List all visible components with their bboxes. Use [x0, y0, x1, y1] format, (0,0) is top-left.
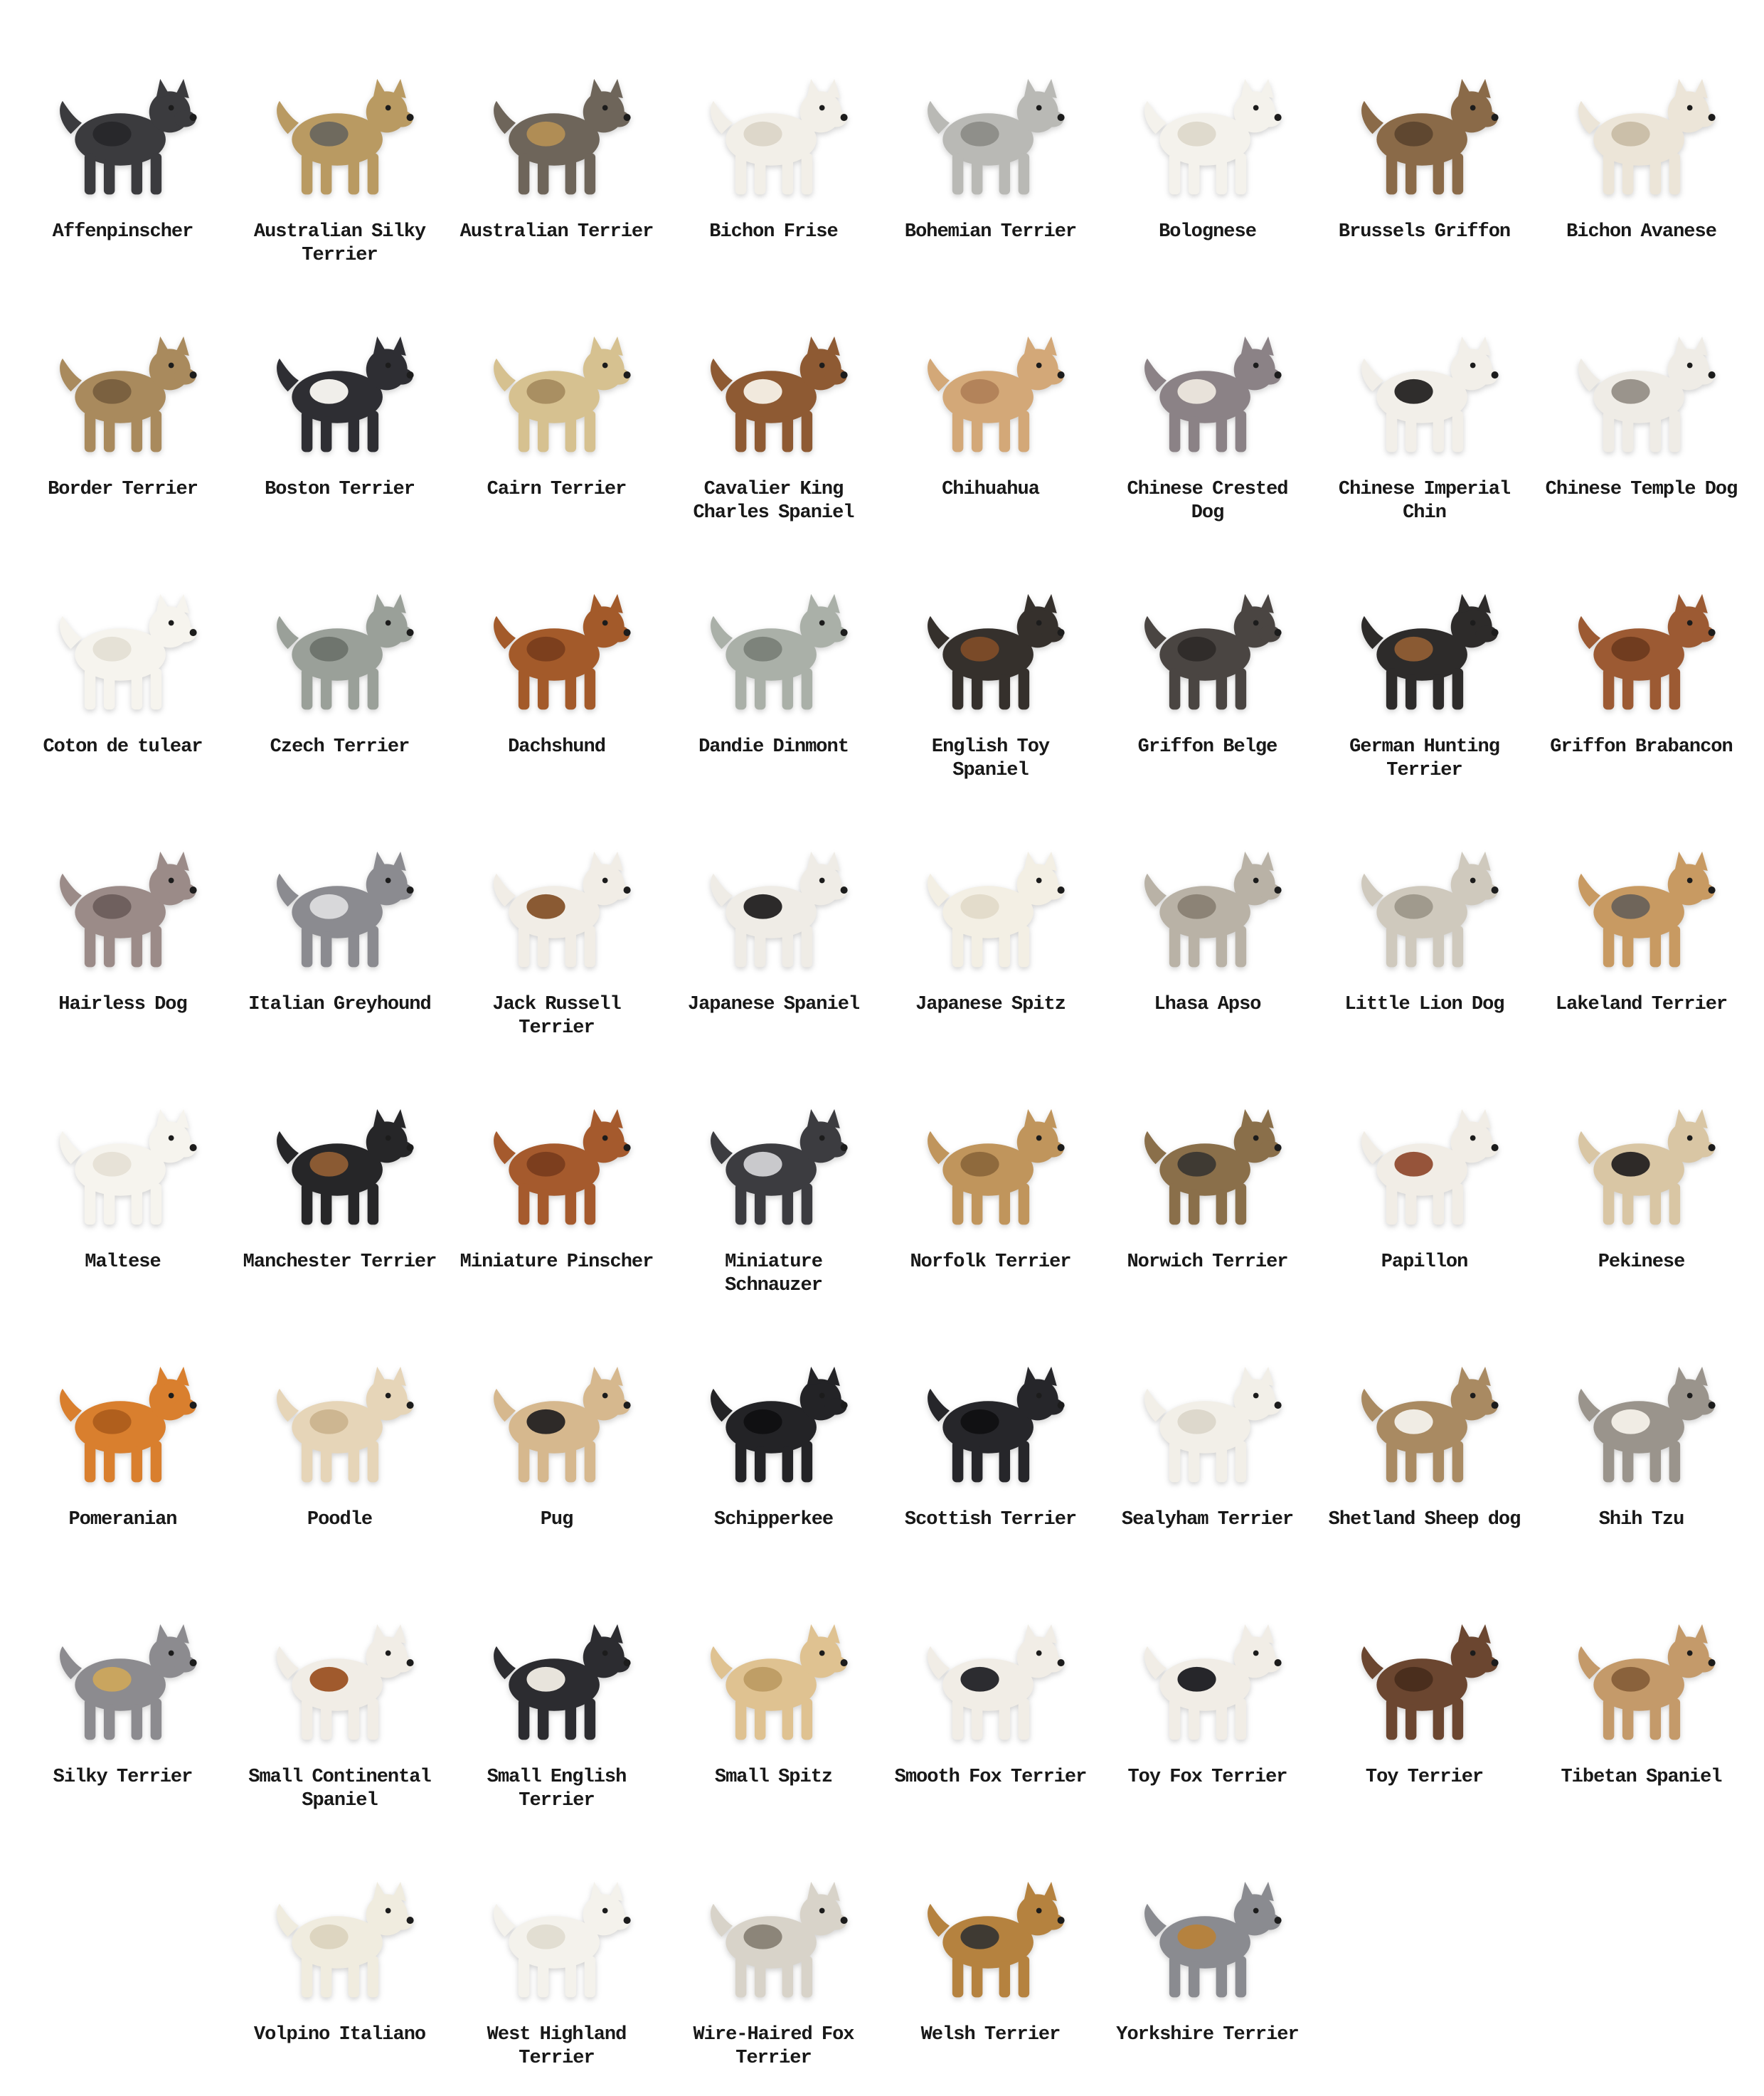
dog-silhouette-icon [474, 1617, 639, 1756]
dog-silhouette-icon [1342, 845, 1507, 983]
dog-photo [240, 546, 440, 726]
breed-cell [882, 797, 1099, 1054]
dog-silhouette-icon [908, 1617, 1073, 1756]
dog-silhouette-icon [1125, 72, 1290, 211]
dog-silhouette-icon [1559, 1617, 1724, 1756]
dog-silhouette-icon [257, 845, 423, 983]
breed-label: Tibetan Spaniel [1561, 1767, 1722, 1788]
breed-cell [231, 797, 448, 1054]
breed-label: Maltese [85, 1251, 161, 1273]
dog-silhouette-icon [1342, 1102, 1507, 1241]
breed-label: Silky Terrier [53, 1767, 193, 1788]
breed-label: Manchester Terrier [243, 1251, 437, 1273]
dog-silhouette-icon [257, 587, 423, 726]
breed-label: Norfolk Terrier [910, 1251, 1071, 1273]
dog-photo [1108, 1834, 1307, 2013]
breed-cell [1533, 282, 1750, 539]
breed-label: Small Continental Spaniel [248, 1767, 431, 1811]
breed-cell [882, 539, 1099, 797]
breed-label: Miniature Schnauzer [725, 1251, 822, 1296]
breed-cell [1316, 1570, 1533, 1827]
breed-row [14, 1312, 1750, 1570]
breed-label: Affenpinscher [52, 221, 193, 243]
breed-label: Shetland Sheep dog [1328, 1509, 1521, 1530]
dog-photo [891, 31, 1090, 211]
breed-cell [14, 1570, 231, 1827]
breed-cell [665, 24, 882, 282]
breed-cell [1099, 282, 1316, 539]
breed-cell [448, 1312, 665, 1570]
breed-label: Toy Terrier [1365, 1767, 1484, 1788]
dog-photo [891, 1577, 1090, 1756]
dog-photo [240, 804, 440, 983]
breed-label: Lhasa Apso [1154, 994, 1261, 1015]
dog-silhouette-icon [1559, 72, 1724, 211]
breed-cell [1316, 282, 1533, 539]
breed-label: Czech Terrier [270, 736, 410, 758]
dog-silhouette-icon [257, 329, 423, 468]
dog-silhouette-icon [691, 845, 856, 983]
breed-label: English Toy Spaniel [931, 736, 1050, 781]
breed-cell [1533, 539, 1750, 797]
breed-label: Pomeranian [68, 1509, 177, 1530]
dog-photo [891, 1319, 1090, 1498]
dog-silhouette-icon [908, 72, 1073, 211]
breed-label: Scottish Terrier [904, 1509, 1077, 1530]
dog-silhouette-icon [691, 587, 856, 726]
breed-cell [1533, 1054, 1750, 1312]
dog-photo [1108, 804, 1307, 983]
breed-cell [231, 539, 448, 797]
breed-label: Lakeland Terrier [1555, 994, 1728, 1015]
dog-photo [23, 1062, 223, 1241]
dog-silhouette-icon [908, 845, 1073, 983]
dog-silhouette-icon [257, 1617, 423, 1756]
dog-photo [23, 1319, 223, 1498]
dog-photo [1325, 546, 1524, 726]
dog-silhouette-icon [1125, 329, 1290, 468]
breed-label: Volpino Italiano [253, 2024, 426, 2045]
dog-silhouette-icon [474, 587, 639, 726]
dog-silhouette-icon [908, 1360, 1073, 1498]
dog-silhouette-icon [1125, 1875, 1290, 2013]
breed-cell [1099, 24, 1316, 282]
breed-label: Little Lion Dog [1344, 994, 1504, 1015]
dog-photo [23, 546, 223, 726]
dog-photo [1108, 1062, 1307, 1241]
dog-photo [674, 289, 873, 468]
breed-row [14, 539, 1750, 797]
breed-cell [665, 1570, 882, 1827]
breed-label: Smooth Fox Terrier [894, 1767, 1087, 1788]
dog-photo [1542, 1577, 1741, 1756]
breed-label: Dachshund [508, 736, 605, 758]
breed-cell [1533, 24, 1750, 282]
dog-photo [1108, 546, 1307, 726]
dog-photo [240, 1319, 440, 1498]
dog-silhouette-icon [1342, 1617, 1507, 1756]
breed-cell [1099, 1312, 1316, 1570]
dog-silhouette-icon [41, 72, 206, 211]
dog-photo [674, 31, 873, 211]
breed-cell [1533, 797, 1750, 1054]
dog-photo [674, 1062, 873, 1241]
breed-cell [1099, 539, 1316, 797]
dog-silhouette-icon [474, 329, 639, 468]
breed-cell [882, 1570, 1099, 1827]
dog-silhouette-icon [257, 72, 423, 211]
dog-photo [1542, 546, 1741, 726]
dog-silhouette-icon [691, 1102, 856, 1241]
breed-cell [448, 282, 665, 539]
breed-cell [448, 539, 665, 797]
breed-cell [1316, 797, 1533, 1054]
dog-photo [240, 1062, 440, 1241]
dog-photo [891, 1834, 1090, 2013]
dog-silhouette-icon [691, 1617, 856, 1756]
dog-photo [1542, 289, 1741, 468]
dog-photo [891, 546, 1090, 726]
breed-label: Australian Terrier [459, 221, 654, 243]
breed-label: Toy Fox Terrier [1127, 1767, 1287, 1788]
dog-photo [1542, 1319, 1741, 1498]
dog-photo [1325, 1577, 1524, 1756]
breed-label: Cavalier King Charles Spaniel [693, 479, 854, 524]
breed-cell [231, 24, 448, 282]
dog-photo [240, 1577, 440, 1756]
dog-silhouette-icon [257, 1875, 423, 2013]
breed-label: Schipperkee [713, 1509, 834, 1530]
dog-silhouette-icon [1342, 329, 1507, 468]
dog-photo [240, 1834, 440, 2013]
dog-photo [1108, 1319, 1307, 1498]
dog-silhouette-icon [908, 587, 1073, 726]
dog-photo [1325, 1062, 1524, 1241]
breed-cell [231, 1827, 448, 2085]
dog-silhouette-icon [41, 845, 206, 983]
breed-row [14, 1054, 1750, 1312]
dog-silhouette-icon [41, 1102, 206, 1241]
dog-silhouette-icon [691, 72, 856, 211]
breed-cell [448, 24, 665, 282]
dog-silhouette-icon [41, 1617, 206, 1756]
dog-photo [1108, 289, 1307, 468]
breed-row [14, 797, 1750, 1054]
breed-label: Chinese Temple Dog [1545, 479, 1738, 500]
breed-label: German Hunting Terrier [1349, 736, 1499, 781]
dog-photo [1108, 31, 1307, 211]
dog-photo [891, 289, 1090, 468]
breed-label: Bichon Avanese [1566, 221, 1716, 243]
breed-label: Sealyham Terrier [1121, 1509, 1294, 1530]
dog-silhouette-icon [1125, 1617, 1290, 1756]
dog-silhouette-icon [1559, 587, 1724, 726]
breed-cell [1316, 539, 1533, 797]
breed-cell [1099, 1827, 1316, 2085]
dog-silhouette-icon [1559, 1102, 1724, 1241]
breed-label: Bohemian Terrier [904, 221, 1077, 243]
breed-cell [14, 1312, 231, 1570]
dog-silhouette-icon [41, 1360, 206, 1498]
dog-silhouette-icon [1559, 329, 1724, 468]
breed-label: Miniature Pinscher [459, 1251, 654, 1273]
dog-photo [891, 1062, 1090, 1241]
breed-cell [882, 1312, 1099, 1570]
dog-silhouette-icon [474, 1360, 639, 1498]
breed-label: Japanese Spaniel [687, 994, 860, 1015]
dog-silhouette-icon [691, 1875, 856, 2013]
dog-photo [674, 1577, 873, 1756]
breed-label: Small English Terrier [487, 1767, 627, 1811]
dog-silhouette-icon [908, 1102, 1073, 1241]
dog-photo [1325, 804, 1524, 983]
breed-cell [665, 539, 882, 797]
dog-silhouette-icon [1342, 1360, 1507, 1498]
dog-silhouette-icon [474, 1875, 639, 2013]
breed-cell [14, 282, 231, 539]
dog-photo [1542, 1062, 1741, 1241]
dog-silhouette-icon [691, 329, 856, 468]
dog-photo [457, 546, 657, 726]
breed-cell [231, 1312, 448, 1570]
dog-photo [240, 31, 440, 211]
breed-label: Papillon [1381, 1251, 1468, 1273]
dog-photo [1325, 1319, 1524, 1498]
breed-cell [448, 1570, 665, 1827]
breed-row [14, 282, 1750, 539]
dog-photo [457, 1834, 657, 2013]
breed-cell [14, 539, 231, 797]
breed-label: Cairn Terrier [487, 479, 627, 500]
dog-silhouette-icon [474, 72, 639, 211]
dog-silhouette-icon [41, 329, 206, 468]
breed-row [14, 24, 1750, 282]
dog-photo [674, 546, 873, 726]
dog-silhouette-icon [474, 1102, 639, 1241]
breed-cell [665, 1827, 882, 2085]
breed-cell [882, 282, 1099, 539]
dog-silhouette-icon [257, 1102, 423, 1241]
breed-label: Brussels Griffon [1338, 221, 1511, 243]
breed-label: Border Terrier [48, 479, 198, 500]
dog-silhouette-icon [908, 1875, 1073, 2013]
breed-row [14, 1827, 1750, 2085]
dog-silhouette-icon [1342, 587, 1507, 726]
dog-silhouette-icon [1559, 845, 1724, 983]
breed-label: Chihuahua [942, 479, 1039, 500]
dog-silhouette-icon [474, 845, 639, 983]
breed-label: Griffon Belge [1137, 736, 1277, 758]
breed-cell [231, 1054, 448, 1312]
breed-label: Chinese Crested Dog [1127, 479, 1288, 524]
breed-cell [448, 1054, 665, 1312]
breed-cell [448, 797, 665, 1054]
breed-cell [665, 1312, 882, 1570]
dog-photo [457, 804, 657, 983]
breed-label: Chinese Imperial Chin [1338, 479, 1511, 524]
breed-label: West Highland Terrier [487, 2024, 627, 2069]
breed-label: Hairless Dog [58, 994, 187, 1015]
dog-photo [457, 1062, 657, 1241]
breed-cell [882, 1827, 1099, 2085]
breed-cell [448, 1827, 665, 2085]
breed-label: Small Spitz [714, 1767, 833, 1788]
dog-silhouette-icon [1342, 72, 1507, 211]
breed-label: Wire-Haired Fox Terrier [693, 2024, 854, 2069]
breed-label: Bichon Frise [709, 221, 838, 243]
dog-photo [457, 1577, 657, 1756]
breed-label: Poodle [307, 1509, 373, 1530]
breed-label: Pekinese [1598, 1251, 1685, 1273]
breed-label: Dandie Dinmont [698, 736, 849, 758]
dog-silhouette-icon [41, 587, 206, 726]
breed-cell [665, 282, 882, 539]
breed-row [14, 1570, 1750, 1827]
breed-cell [1316, 24, 1533, 282]
breed-label: Griffon Brabancon [1550, 736, 1733, 758]
breed-cell [14, 797, 231, 1054]
dog-photo [23, 31, 223, 211]
dog-silhouette-icon [1559, 1360, 1724, 1498]
breed-cell [665, 1054, 882, 1312]
dog-photo [891, 804, 1090, 983]
breed-cell [1099, 1570, 1316, 1827]
breed-cell [1316, 1054, 1533, 1312]
breed-label: Shih Tzu [1598, 1509, 1684, 1530]
dog-silhouette-icon [1125, 845, 1290, 983]
breed-cell [1533, 1570, 1750, 1827]
dog-photo [240, 289, 440, 468]
dog-photo [1325, 289, 1524, 468]
breed-cell [231, 282, 448, 539]
breed-label: Coton de tulear [43, 736, 203, 758]
breed-cell [665, 797, 882, 1054]
dog-photo [23, 289, 223, 468]
dog-silhouette-icon [691, 1360, 856, 1498]
breed-cell [882, 24, 1099, 282]
breed-label: Jack Russell Terrier [492, 994, 621, 1039]
breed-cell [1099, 797, 1316, 1054]
dog-photo [1108, 1577, 1307, 1756]
breed-cell [1316, 1312, 1533, 1570]
breed-cell [882, 1054, 1099, 1312]
breed-cell [14, 1054, 231, 1312]
dog-silhouette-icon [1125, 1360, 1290, 1498]
breed-cell [231, 1570, 448, 1827]
dog-photo [1542, 804, 1741, 983]
dog-photo [457, 1319, 657, 1498]
dog-silhouette-icon [1125, 1102, 1290, 1241]
dog-photo [674, 1319, 873, 1498]
breed-label: Italian Greyhound [248, 994, 431, 1015]
dog-photo [674, 804, 873, 983]
dog-photo [1325, 31, 1524, 211]
breed-label: Japanese Spitz [915, 994, 1066, 1015]
breed-label: Boston Terrier [265, 479, 415, 500]
breed-cell [1099, 1054, 1316, 1312]
dog-photo [1542, 31, 1741, 211]
breed-label: Yorkshire Terrier [1116, 2024, 1299, 2045]
breed-label: Australian Silky Terrier [253, 221, 426, 266]
breed-label: Norwich Terrier [1127, 1251, 1288, 1273]
dog-silhouette-icon [908, 329, 1073, 468]
breed-label: Bolognese [1159, 221, 1256, 243]
breed-cell [14, 24, 231, 282]
dog-photo [457, 31, 657, 211]
breed-cell [1533, 1312, 1750, 1570]
dog-photo [457, 289, 657, 468]
dog-silhouette-icon [257, 1360, 423, 1498]
dog-photo [674, 1834, 873, 2013]
breed-label: Pug [540, 1509, 573, 1530]
dog-silhouette-icon [1125, 587, 1290, 726]
breed-label: Welsh Terrier [920, 2024, 1061, 2045]
dog-photo [23, 804, 223, 983]
dog-photo [23, 1577, 223, 1756]
